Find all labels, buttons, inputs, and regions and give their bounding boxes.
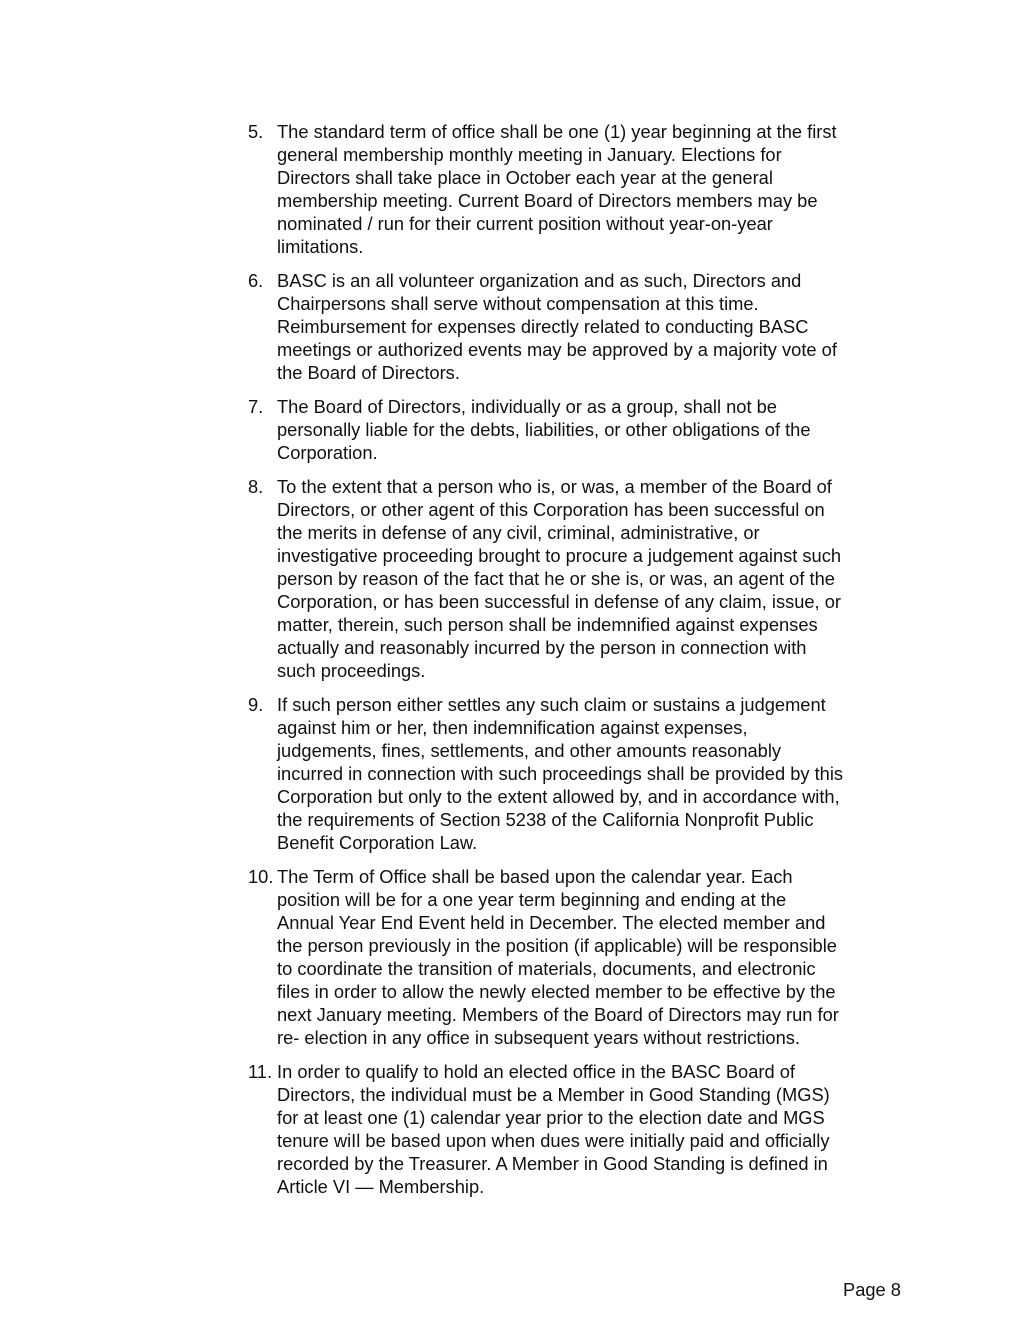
text-line: membership meeting. Current Board of Directors members may be (277, 190, 818, 211)
text-line: files in order to allow the newly elected member to be effective by the (277, 981, 836, 1002)
text-line: the requirements of Section 5238 of the California Nonprofit Public (277, 809, 814, 830)
text-line: person by reason of the fact that he or she is, or was, an agent of the (277, 568, 835, 589)
text-line: The Board of Directors, individually or as a group, shall not be (277, 396, 777, 417)
list-item (248, 395, 908, 464)
list-item (248, 1060, 908, 1198)
text-line: To the extent that a person who is, or was, a member of the Board of (277, 476, 832, 497)
list-item-text (277, 395, 908, 464)
text-line: BASC is an all volunteer organization and as such, Directors and (277, 270, 802, 291)
list-item (248, 475, 908, 682)
list-item (248, 693, 908, 854)
text-line: the merits in defense of any civil, criminal, administrative, or (277, 522, 760, 543)
list-item (248, 120, 908, 258)
text-line: incurred in connection with such proceedings shall be provided by this (277, 763, 844, 784)
text-line: limitations. (277, 236, 364, 257)
text-line: Directors shall take place in October each year at the general (277, 167, 773, 188)
list-item-number: 5. (248, 121, 264, 142)
text-line: Article VI — Membership. (277, 1176, 485, 1197)
text-line: investigative proceeding brought to procure a judgement against such (277, 545, 842, 566)
list-item (248, 269, 908, 384)
text-line: actually and reasonably incurred by the person in connection with (277, 637, 807, 658)
text-line: The standard term of office shall be one (1) year beginning at the first (277, 121, 837, 142)
text-line: If such person either settles any such claim or sustains a judgement (277, 694, 826, 715)
list-item (248, 865, 908, 1049)
text-line: against him or her, then indemnification against expenses, (277, 717, 748, 738)
text-line: Directors, or other agent of this Corporation has been successful on (277, 499, 825, 520)
text-line: re- election in any office in subsequent years without restrictions. (277, 1027, 800, 1048)
text-line: meetings or authorized events may be approved by a majority vote of (277, 339, 837, 360)
text-line: Corporation but only to the extent allowed by, and in accordance with, (277, 786, 840, 807)
text-line: tenure wiIl be based upon when dues were initially paid and officially (277, 1130, 830, 1151)
text-line: Reimbursement for expenses directly related to conducting BASC (277, 316, 809, 337)
text-line: nominated / run for their current position without year-on-year (277, 213, 773, 234)
list-item-text (277, 269, 908, 384)
text-line: next January meeting. Members of the Board of Directors may run for (277, 1004, 839, 1025)
text-line: The Term of Office shall be based upon the calendar year. Each (277, 866, 793, 887)
text-line: for at least one (1) calendar year prior to the election date and MGS (277, 1107, 825, 1128)
list-item-number: 7. (248, 396, 264, 417)
text-line: Benefit Corporation Law. (277, 832, 478, 853)
text-line: personally liable for the debts, liabilities, or other obligations of the (277, 419, 811, 440)
list-item-text (277, 1060, 908, 1198)
list-item-number: 9. (248, 694, 264, 715)
text-line: Chairpersons shall serve without compensation at this time. (277, 293, 759, 314)
text-line: judgements, fines, settlements, and other amounts reasonably (277, 740, 782, 761)
text-line: Annual Year End Event held in December. The elected member and (277, 912, 826, 933)
text-line: recorded by the Treasurer. A Member in Good Standing is defined in (277, 1153, 828, 1174)
text-line: Corporation, or has been successful in defense of any claim, issue, or (277, 591, 841, 612)
list-item-number: 8. (248, 476, 264, 497)
text-line: general membership monthly meeting in January. Elections for (277, 144, 782, 165)
list-item-number: 10. (248, 866, 274, 887)
list-item-number: 11. (248, 1061, 273, 1082)
text-line: the Board of Directors. (277, 362, 460, 383)
text-line: the person previously in the position (if applicable) will be responsible (277, 935, 837, 956)
list-item-text (277, 475, 908, 682)
text-line: such proceedings. (277, 660, 426, 681)
list-item-text (277, 693, 908, 854)
numbered-list (248, 120, 908, 1209)
text-line: to coordinate the transition of materials, documents, and electronic (277, 958, 816, 979)
text-line: Directors, the individual must be a Member in Good Standing (MGS) (277, 1084, 830, 1105)
list-item-number: 6. (248, 270, 264, 291)
text-line: In order to qualify to hold an elected office in the BASC Board of (277, 1061, 795, 1082)
list-item-text (277, 120, 908, 258)
page-number: Page 8 (843, 1279, 901, 1300)
text-line: position will be for a one year term beginning and ending at the (277, 889, 787, 910)
list-item-text (277, 865, 908, 1049)
text-line: Corporation. (277, 442, 378, 463)
text-line: matter, therein, such person shall be indemnified against expenses (277, 614, 818, 635)
